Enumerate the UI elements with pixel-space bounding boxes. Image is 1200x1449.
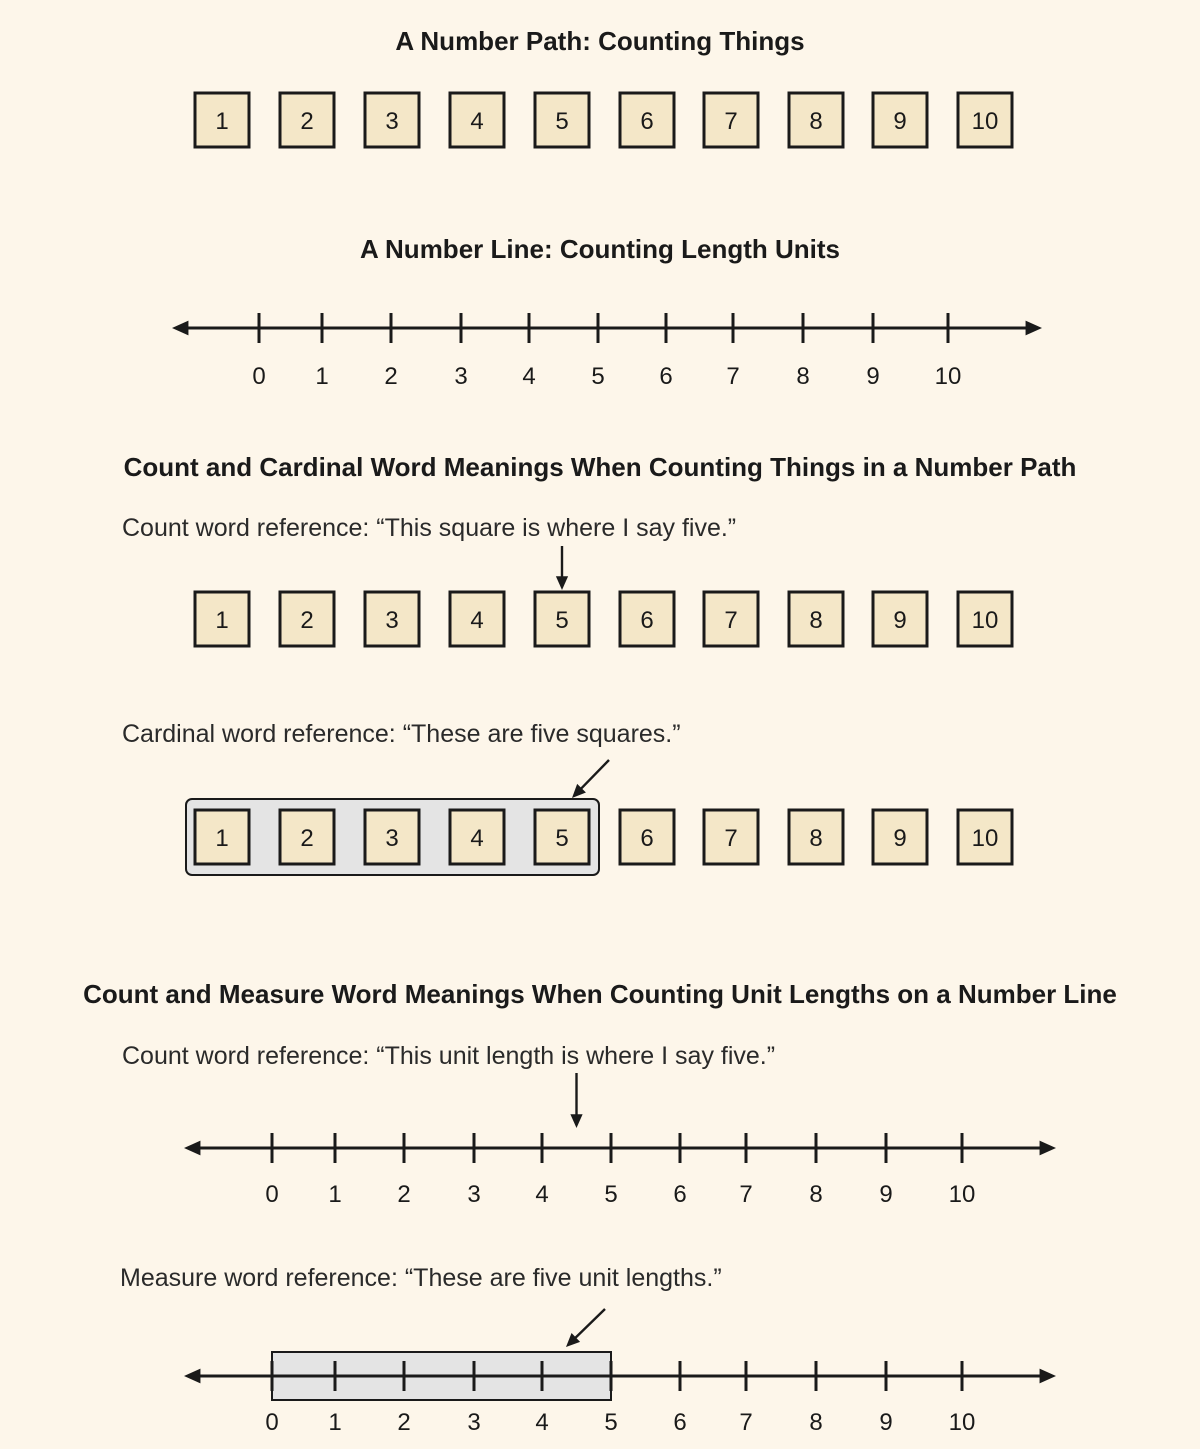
line3-left-arrow xyxy=(184,1369,200,1384)
line3-tick-label-5: 5 xyxy=(604,1409,618,1436)
path3-square-label-2: 2 xyxy=(300,825,314,852)
count-measure-title: Count and Measure Word Meanings When Counting Unit Lengths on a Number Line xyxy=(83,979,1117,1009)
line2-left-arrow xyxy=(184,1141,200,1156)
path2-square-label-10: 10 xyxy=(971,607,999,634)
path2-square-label-4: 4 xyxy=(470,607,484,634)
line2-tick-label-3: 3 xyxy=(467,1181,481,1208)
path3-square-label-10: 10 xyxy=(971,825,999,852)
number-line-title: A Number Line: Counting Length Units xyxy=(360,234,840,264)
path2-square-label-6: 6 xyxy=(640,607,654,634)
line3-tick-label-3: 3 xyxy=(467,1409,481,1436)
path3-square-label-7: 7 xyxy=(724,825,738,852)
line1-tick-label-2: 2 xyxy=(384,363,398,390)
line1-tick-label-4: 4 xyxy=(522,363,536,390)
path2-square-label-5: 5 xyxy=(555,607,569,634)
line3-tick-label-1: 1 xyxy=(328,1409,342,1436)
line3-tick-label-6: 6 xyxy=(673,1409,687,1436)
path1-square-label-5: 5 xyxy=(555,108,569,135)
line1-tick-label-0: 0 xyxy=(252,363,266,390)
line1-tick-label-9: 9 xyxy=(866,363,880,390)
line2-tick-label-6: 6 xyxy=(673,1181,687,1208)
path1-square-label-9: 9 xyxy=(893,108,907,135)
path1-square-label-7: 7 xyxy=(724,108,738,135)
line1-tick-label-10: 10 xyxy=(934,363,962,390)
path1-square-label-1: 1 xyxy=(215,108,229,135)
line3-right-arrow xyxy=(1040,1369,1056,1384)
path3-square-label-5: 5 xyxy=(555,825,569,852)
line2-tick-label-8: 8 xyxy=(809,1181,823,1208)
path2-square-label-9: 9 xyxy=(893,607,907,634)
path3-square-label-1: 1 xyxy=(215,825,229,852)
line3-tick-label-9: 9 xyxy=(879,1409,893,1436)
path2-square-label-3: 3 xyxy=(385,607,399,634)
count-cardinal-title: Count and Cardinal Word Meanings When Counting Things in a Number Path xyxy=(123,452,1077,482)
path3-square-label-9: 9 xyxy=(893,825,907,852)
line1-tick-label-7: 7 xyxy=(726,363,740,390)
path2-square-label-8: 8 xyxy=(809,607,823,634)
path2-square-label-1: 1 xyxy=(215,607,229,634)
line1-tick-label-8: 8 xyxy=(796,363,810,390)
line1-right-arrow xyxy=(1026,321,1042,336)
line1-tick-label-1: 1 xyxy=(315,363,329,390)
count-word-caption-path: Count word reference: “This square is where I say five.” xyxy=(122,514,737,542)
path3-square-label-4: 4 xyxy=(470,825,484,852)
path1-square-label-8: 8 xyxy=(809,108,823,135)
count-square-arrow-head xyxy=(556,576,568,590)
path3-square-label-6: 6 xyxy=(640,825,654,852)
path2-square-label-2: 2 xyxy=(300,607,314,634)
count-unit-arrow-head xyxy=(570,1114,582,1128)
line2-tick-label-2: 2 xyxy=(397,1181,411,1208)
path1-square-label-4: 4 xyxy=(470,108,484,135)
line3-tick-label-8: 8 xyxy=(809,1409,823,1436)
line2-tick-label-5: 5 xyxy=(604,1181,618,1208)
path2-square-label-7: 7 xyxy=(724,607,738,634)
path1-square-label-10: 10 xyxy=(971,108,999,135)
path3-square-label-3: 3 xyxy=(385,825,399,852)
measure-group-arrow-shaft xyxy=(573,1309,605,1340)
measure-word-caption: Measure word reference: “These are five unit lengths.” xyxy=(120,1264,722,1292)
line3-tick-label-10: 10 xyxy=(948,1409,976,1436)
line3-tick-label-7: 7 xyxy=(739,1409,753,1436)
line2-right-arrow xyxy=(1040,1141,1056,1156)
line3-tick-label-0: 0 xyxy=(265,1409,279,1436)
line2-tick-label-7: 7 xyxy=(739,1181,753,1208)
cardinal-group-arrow-shaft xyxy=(579,760,609,791)
line1-tick-label-6: 6 xyxy=(659,363,673,390)
line2-tick-label-9: 9 xyxy=(879,1181,893,1208)
number-path-title: A Number Path: Counting Things xyxy=(395,26,805,56)
path3-square-label-8: 8 xyxy=(809,825,823,852)
line1-left-arrow xyxy=(172,321,188,336)
path1-square-label-6: 6 xyxy=(640,108,654,135)
path1-square-label-3: 3 xyxy=(385,108,399,135)
line1-tick-label-5: 5 xyxy=(591,363,605,390)
line2-tick-label-1: 1 xyxy=(328,1181,342,1208)
count-word-caption-line: Count word reference: “This unit length is where I say five.” xyxy=(122,1042,776,1070)
line1-tick-label-3: 3 xyxy=(454,363,468,390)
line2-tick-label-4: 4 xyxy=(535,1181,549,1208)
line3-tick-label-2: 2 xyxy=(397,1409,411,1436)
path1-square-label-2: 2 xyxy=(300,108,314,135)
line3-tick-label-4: 4 xyxy=(535,1409,549,1436)
line2-tick-label-0: 0 xyxy=(265,1181,279,1208)
cardinal-word-caption: Cardinal word reference: “These are five squares.” xyxy=(122,720,681,748)
line2-tick-label-10: 10 xyxy=(948,1181,976,1208)
